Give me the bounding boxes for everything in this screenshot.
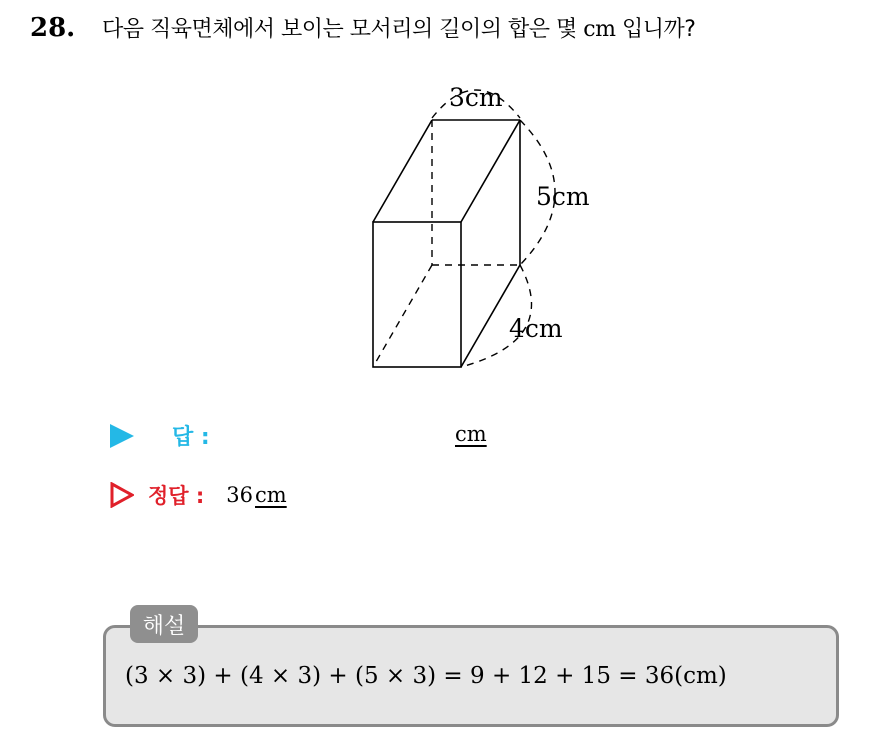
question-unit: cm <box>583 17 616 42</box>
correct-answer-unit: cm <box>255 483 287 507</box>
label-top: 3cm <box>449 83 503 112</box>
correct-answer-row <box>110 480 287 510</box>
correct-answer-label: 정답 : <box>148 484 205 508</box>
hidden-edge-bottom-depth <box>373 265 432 367</box>
explanation-tab: 해설 <box>130 605 198 643</box>
answer-row <box>110 420 210 451</box>
filled-triangle-icon <box>110 424 134 448</box>
outline-triangle-icon <box>110 482 134 508</box>
answer-label: 답 : <box>172 425 210 450</box>
answer-unit: cm <box>455 422 487 446</box>
correct-answer-value: 36 <box>226 483 254 507</box>
edge-top-left-depth <box>373 120 432 222</box>
question-number: 28. <box>30 13 76 43</box>
edge-top-right-depth <box>461 120 520 222</box>
explanation-formula: (3 × 3) + (4 × 3) + (5 × 3) = 9 + 12 + 15 = 36(cm) <box>125 663 727 689</box>
question-text-before: 다음 직육면체에서 보이는 모서리의 길이의 합은 몇 <box>102 17 577 42</box>
question-text-after: 입니까? <box>621 17 696 42</box>
label-right: 5cm <box>536 182 590 211</box>
label-bottom: 4cm <box>509 314 563 343</box>
